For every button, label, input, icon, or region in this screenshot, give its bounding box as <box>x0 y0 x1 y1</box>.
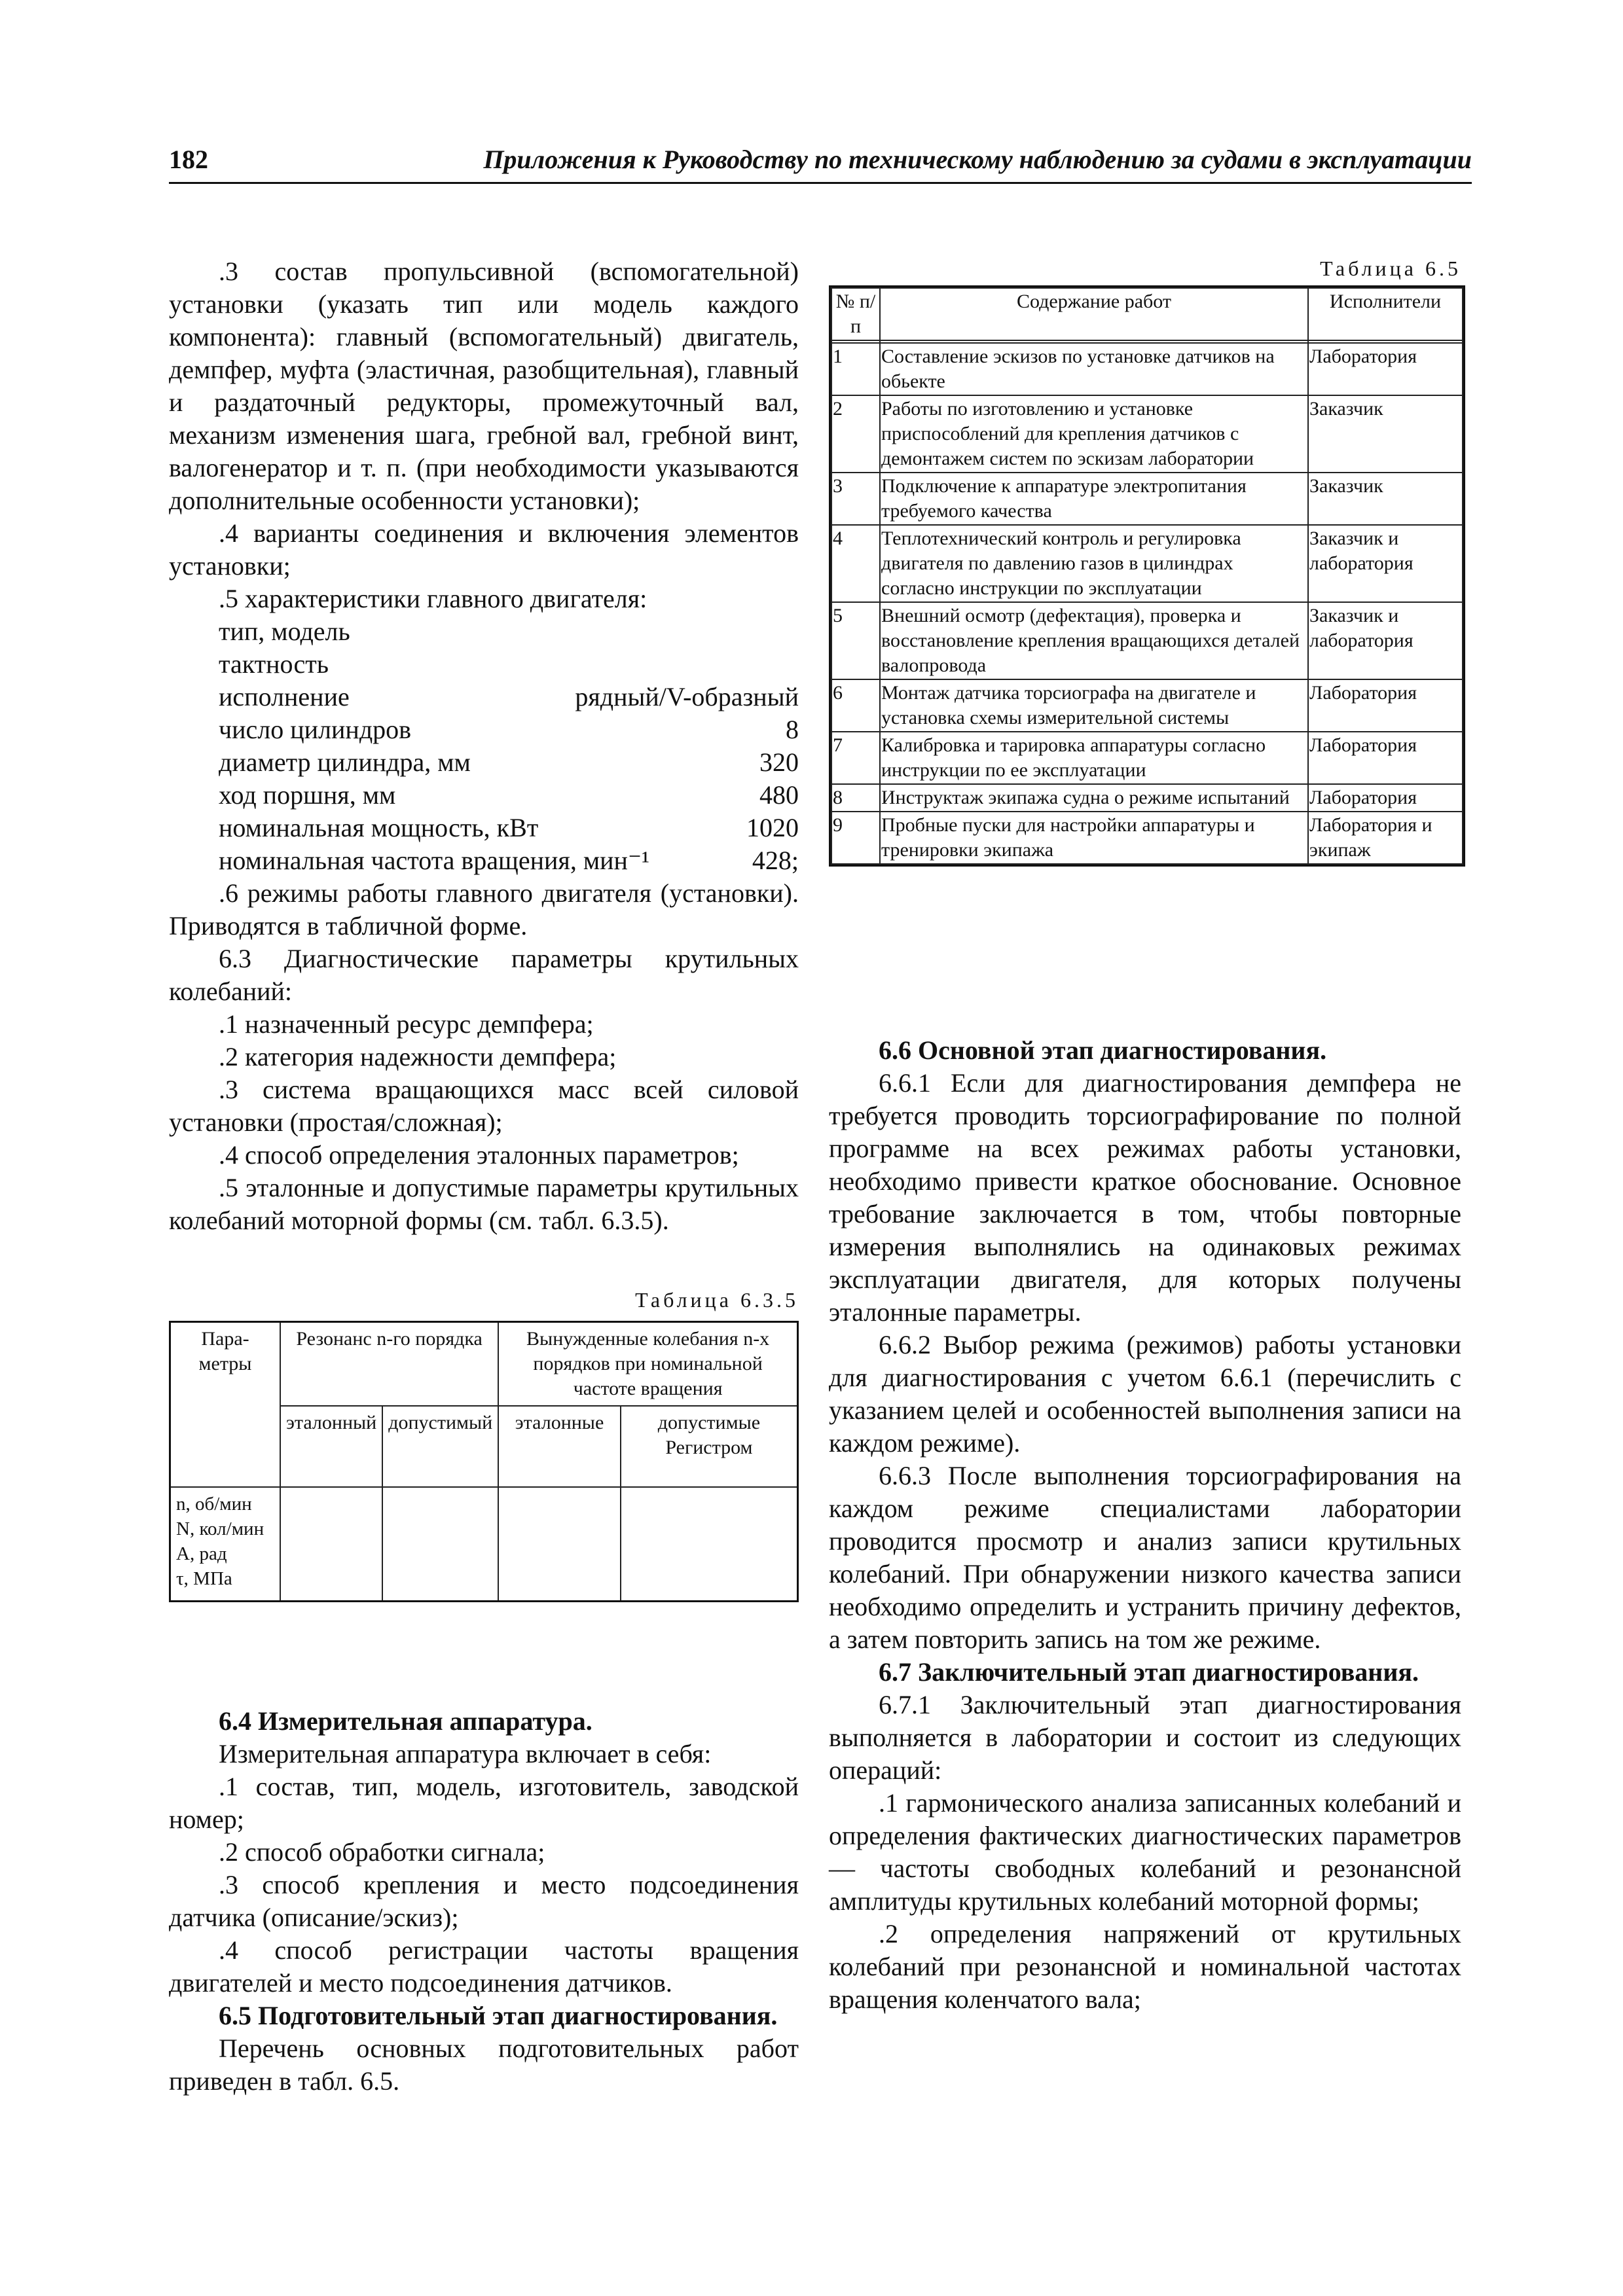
list-item: .5 эталонные и допустимые параметры крутильных колебаний моторной формы (см. табл. 6.3.5). <box>169 1173 799 1235</box>
row-num: 5 <box>831 602 880 679</box>
table-635 <box>169 1321 799 1602</box>
row-work: Инструктаж экипажа судна о режиме испытаний <box>880 784 1308 812</box>
list-item: .4 способ определения эталонных параметров; <box>219 1140 739 1170</box>
header-res-ref: эталонный <box>280 1406 382 1487</box>
row-num: 1 <box>831 343 880 395</box>
row-work: Калибровка и тарировка аппаратуры согласно инструкции по ее эксплуатации <box>880 732 1308 784</box>
row-work: Пробные пуски для настройки аппаратуры и тренировки экипажа <box>880 812 1308 864</box>
cell-empty <box>280 1487 382 1602</box>
row-work: Внешний осмотр (дефектация), проверка и восстановление крепления вращающихся деталей валопровода <box>880 602 1308 679</box>
header-num: № п/п <box>831 288 880 340</box>
param-value: 320 <box>759 747 799 777</box>
list-item: .3 система вращающихся масс всей силовой установки (простая/сложная); <box>169 1075 799 1137</box>
param-row <box>169 844 799 877</box>
table-65 <box>831 287 1463 865</box>
row-work: Монтаж датчика торсиографа на двигателе и установка схемы измерительной системы <box>880 679 1308 732</box>
row-who: Лаборатория <box>1308 732 1463 784</box>
list-item: .1 состав, тип, модель, изготовитель, заводской номер; <box>169 1772 799 1834</box>
left-column <box>169 255 799 1237</box>
cell-empty <box>382 1487 498 1602</box>
param-label: номинальная частота вращения, мин⁻¹ <box>219 846 650 875</box>
table-row <box>831 732 1463 784</box>
page-number: 182 <box>169 145 208 174</box>
paragraph-modes: .6 режимы работы главного двигателя (установки). Приводятся в табличной форме. <box>169 878 799 941</box>
table-row <box>831 679 1463 732</box>
list-item: .1 назначенный ресурс демпфера; <box>219 1009 594 1039</box>
paragraph-6-6-2: 6.6.2 Выбор режима (режимов) работы установки для диагностирования с учетом 6.6.1 (перечислить с указанием целей и особенностей выполнения записи на каждом режиме). <box>829 1330 1461 1458</box>
row-who: Лаборатория <box>1308 784 1463 812</box>
row-work: Составление эскизов по установке датчиков на обьекте <box>880 343 1308 395</box>
param-label: тактность <box>219 649 329 679</box>
param-N: N, кол/мин <box>176 1518 264 1539</box>
cell-empty <box>498 1487 621 1602</box>
row-num: 8 <box>831 784 880 812</box>
param-value: рядный/V-образный <box>575 682 799 711</box>
header-resonance: Резонанс n-го порядка <box>280 1322 498 1407</box>
table-row <box>831 812 1463 864</box>
param-label: число цилиндров <box>219 715 412 744</box>
row-num: 3 <box>831 473 880 525</box>
table-row <box>831 525 1463 602</box>
list-item: .4 способ регистрации частоты вращения двигателей и место подсоединения датчиков. <box>169 1935 799 1998</box>
row-num: 9 <box>831 812 880 864</box>
table-65-frame <box>829 285 1465 867</box>
table-row <box>831 602 1463 679</box>
param-value: 1020 <box>746 813 799 842</box>
row-who: Заказчик и лаборатория <box>1308 602 1463 679</box>
table-row <box>831 343 1463 395</box>
header-params: Пара-метры <box>170 1322 281 1488</box>
row-who: Лаборатория <box>1308 343 1463 395</box>
param-tau: τ, МПа <box>176 1568 232 1589</box>
section-6-5-text: Перечень основных подготовительных работ приведен в табл. 6.5. <box>169 2034 799 2096</box>
param-label: номинальная мощность, кВт <box>219 813 539 842</box>
row-who: Заказчик и лаборатория <box>1308 525 1463 602</box>
param-row <box>169 615 799 648</box>
paragraph-6-6-3: 6.6.3 После выполнения торсиографирования на каждом режиме специалистами лаборатории проводится просмотр и анализ записи крутильных колебаний. При обнаружении низкого качества записи необходимо определить и устранить причину дефектов, а затем повторить запись на том же режиме. <box>829 1461 1461 1654</box>
section-6-4-intro: Измерительная аппаратура включает в себя: <box>219 1739 712 1768</box>
cell-empty <box>621 1487 798 1602</box>
row-who: Заказчик <box>1308 395 1463 473</box>
param-row <box>169 648 799 681</box>
list-item: .3 способ крепления и место подсоединения датчика (описание/эскиз); <box>169 1870 799 1932</box>
row-work: Теплотехнический контроль и регулировка двигателя по давлению газов в цилиндрах согласно инструкции по эксплуатации <box>880 525 1308 602</box>
param-value: 480 <box>759 780 799 810</box>
param-names <box>170 1487 281 1602</box>
section-6-6-title: 6.6 Основной этап диагностирования. <box>879 1035 1327 1065</box>
param-n: n, об/мин <box>176 1494 252 1515</box>
param-label: ход поршня, мм <box>219 780 396 810</box>
param-value: 428; <box>752 846 799 875</box>
param-row <box>169 812 799 844</box>
list-item: .2 определения напряжений от крутильных колебаний при резонансной и номинальной частотах вращения коленчатого вала; <box>829 1919 1461 2014</box>
paragraph-6-6-1: 6.6.1 Если для диагностирования демпфера не требуется проводить торсиографирование по полной программе на всех режимах работы установки, необходимо привести краткое обоснование. Основное требование заключается в том, чтобы повторные измерения выполнялись на одинаковых режимах эксплуатации двигателя, для которых получены эталонные параметры. <box>829 1068 1461 1327</box>
header-forced-allow: допустимые Регистром <box>621 1406 798 1487</box>
section-6-5-title: 6.5 Подготовительный этап диагностирования. <box>219 2001 778 2030</box>
paragraph-6-7-1: 6.7.1 Заключительный этап диагностирования выполняется в лаборатории и состоит из следующих операций: <box>829 1690 1461 1785</box>
row-who: Лаборатория и экипаж <box>1308 812 1463 864</box>
table-row <box>831 473 1463 525</box>
param-value <box>759 648 799 681</box>
section-6-4-title: 6.4 Измерительная аппаратура. <box>219 1706 593 1736</box>
list-item: .2 категория надежности демпфера; <box>219 1042 617 1071</box>
paragraph-engine-chars: .5 характеристики главного двигателя: <box>219 584 647 613</box>
section-6-3-title: 6.3 Диагностические параметры крутильных колебаний: <box>169 944 799 1006</box>
param-row <box>169 713 799 746</box>
param-row <box>169 746 799 779</box>
paragraph-connection: .4 варианты соединения и включения элементов установки; <box>169 518 799 581</box>
row-work: Подключение к аппаратуре электропитания требуемого качества <box>880 473 1308 525</box>
header-forced: Вынужденные колебания n-х порядков при номинальной частоте вращения <box>498 1322 797 1407</box>
header-who: Исполнители <box>1308 288 1463 340</box>
running-title: Приложения к Руководству по техническому наблюдению за судами в эксплуатации <box>483 145 1472 174</box>
param-row <box>169 681 799 713</box>
param-value: 8 <box>786 715 799 744</box>
engine-params <box>169 615 799 877</box>
page-header <box>169 144 1472 184</box>
row-num: 2 <box>831 395 880 473</box>
param-label: тип, модель <box>219 617 350 646</box>
row-num: 4 <box>831 525 880 602</box>
table-row <box>831 784 1463 812</box>
row-who: Лаборатория <box>1308 679 1463 732</box>
section-6-7-title: 6.7 Заключительный этап диагностирования. <box>879 1657 1419 1687</box>
header-forced-ref: эталонные <box>498 1406 621 1487</box>
header-work: Содержание работ <box>880 288 1308 340</box>
param-label: диаметр цилиндра, мм <box>219 747 471 777</box>
param-A: A, рад <box>176 1543 227 1564</box>
list-item: .2 способ обработки сигнала; <box>219 1837 545 1867</box>
table-row <box>831 395 1463 473</box>
list-item: .1 гармонического анализа записанных колебаний и определения фактических диагностических параметров — частоты свободных колебаний и резонансной амплитуды крутильных колебаний моторной формы; <box>829 1788 1461 1916</box>
param-value <box>759 615 799 648</box>
header-res-allow: допустимый <box>382 1406 498 1487</box>
table-635-caption: Таблица 6.3.5 <box>635 1288 799 1312</box>
row-work: Работы по изготовлению и установке приспособлений для крепления датчиков с демонтажем систем по эскизам лаборатории <box>880 395 1308 473</box>
row-who: Заказчик <box>1308 473 1463 525</box>
param-label: исполнение <box>219 682 350 711</box>
right-column <box>829 1034 1461 2016</box>
row-num: 7 <box>831 732 880 784</box>
param-row <box>169 779 799 812</box>
left-column-lower <box>169 1705 799 2098</box>
table-65-caption: Таблица 6.5 <box>1320 257 1461 280</box>
row-num: 6 <box>831 679 880 732</box>
paragraph-propulsion: .3 состав пропульсивной (вспомогательной) установки (указать тип или модель каждого компонента): главный (вспомогательный) двигатель, демпфер, муфта (эластичная, разобщительная), главный и раздаточный редукторы, промежуточный вал, механизм изменения шага, гребной вал, гребной винт, валогенератор и т. п. (при необходимости указываются дополнительные особенности установки); <box>169 257 799 515</box>
